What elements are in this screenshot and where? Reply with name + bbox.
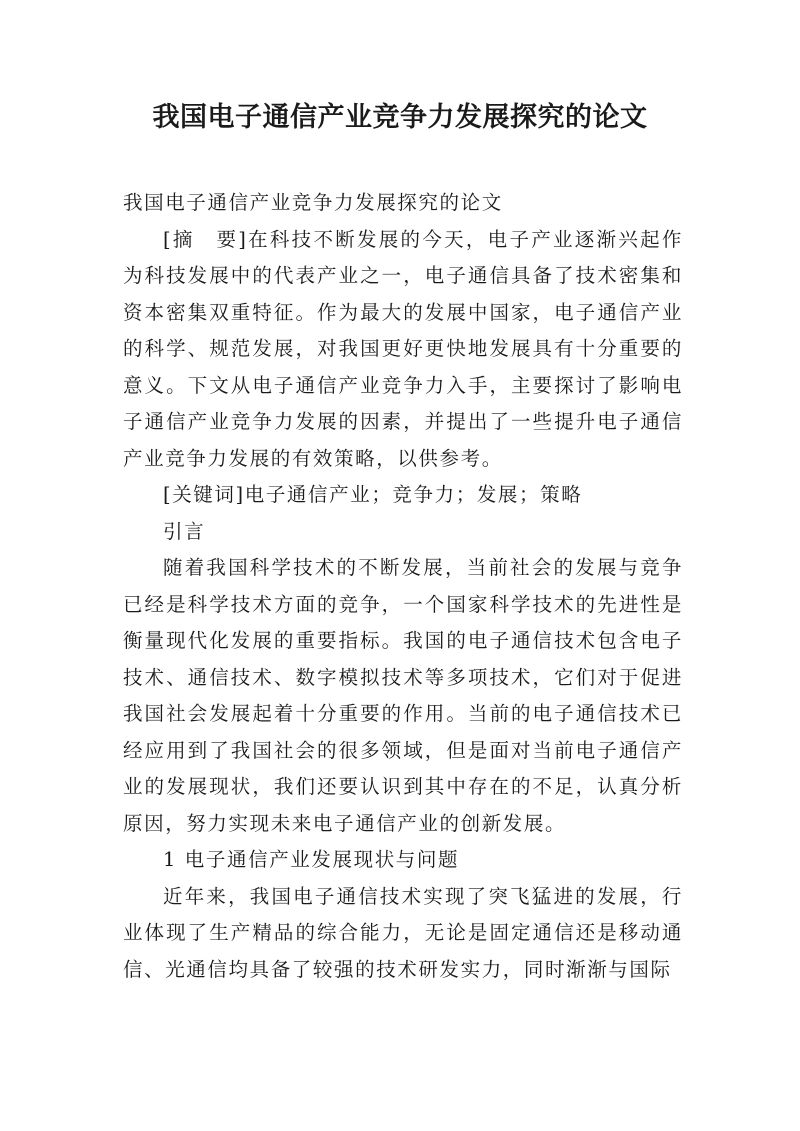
document-body [123, 185, 683, 988]
introduction-heading: 引言 [163, 519, 206, 543]
keywords-paragraph: [关键词]电子通信产业；竞争力；发展；策略 [163, 483, 583, 506]
section-1-paragraph: 近年来，我国电子通信技术实现了突飞猛进的发展，行业体现了生产精品的综合能力，无论是固定通信还是移动通信、光通信均具备了较强的技术研发实力，同时渐渐与国际 [123, 884, 683, 981]
section-1-heading: 1 电子通信产业发展现状与问题 [163, 848, 460, 871]
document-title: 我国电子通信产业竞争力发展探究的论文 [152, 102, 648, 133]
introduction-paragraph: 随着我国科学技术的不断发展，当前社会的发展与竞争已经是科学技术方面的竞争，一个国家科学技术的先进性是衡量现代化发展的重要指标。我国的电子通信技术包含电子技术、通信技术、数字模拟技术等多项技术，它们对于促进我国社会发展起着十分重要的作用。当前的电子通信技术已经应用到了我国社会的很多领域，但是面对当前电子通信产业的发展现状，我们还要认识到其中存在的不足，认真分析原因，努力实现未来电子通信产业的创新发展。 [123, 556, 683, 835]
body-subtitle: 我国电子通信产业竞争力发展探究的论文 [123, 191, 503, 214]
abstract-paragraph: [摘 要]在科技不断发展的今天，电子产业逐渐兴起作为科技发展中的代表产业之一，电子通信具备了技术密集和资本密集双重特征。作为最大的发展中国家，电子通信产业的科学、规范发展，对我国更好更快地发展具有十分重要的意义。下文从电子通信产业竞争力入手，主要探讨了影响电子通信产业竞争力发展的因素，并提出了一些提升电子通信产业竞争力发展的有效策略，以供参考。 [123, 227, 683, 470]
